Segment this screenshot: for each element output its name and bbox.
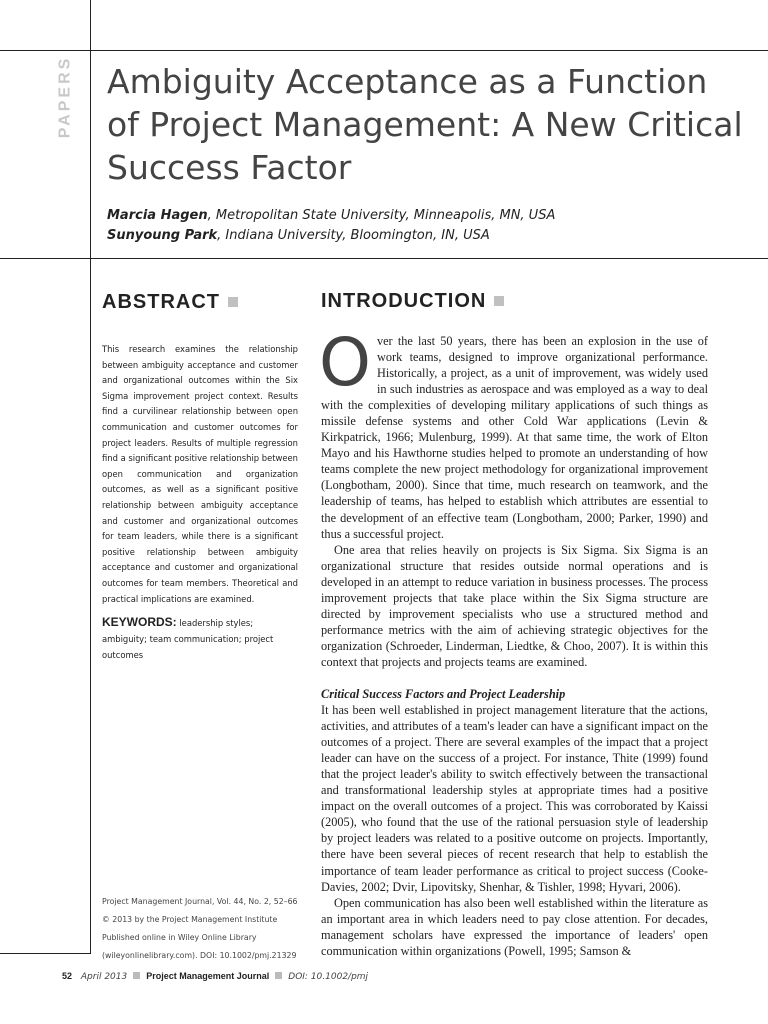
author-line [107, 226, 747, 246]
author-list [107, 206, 747, 246]
page-footer [62, 971, 742, 982]
keywords [102, 614, 298, 663]
author-line [107, 206, 747, 226]
paragraph: Open communication has also been well established within the literature as an important area in which leaders need to pay close attention. For decades, management scholars have expressed the importance of leaders' open communication within organizations (Powell, 1995; Samson & [321, 895, 708, 958]
abstract-left-rule [90, 258, 91, 953]
section-label: PAPERS [56, 55, 74, 139]
header-top-rule [0, 50, 768, 51]
page-number: 52 [62, 971, 73, 981]
author-name: Sunyoung Park [107, 228, 218, 243]
article-title: Ambiguity Acceptance as a Function of Project Management: A New Critical Success Factor [107, 62, 743, 187]
footer-square-icon [275, 972, 282, 979]
abstract-text: This research examines the relationship between ambiguity acceptance and customer and organizational outcomes within the Six Sigma improvement project context. Results find a curvilinear relationship between open communication and customer outcomes for project leaders. Results of multiple regression find a significant positive relationship between open communication and organization outcomes, as well as a significant positive relationship between ambiguity acceptance and customer and organizational outcomes for team leaders, while there is a significant positive relationship between ambiguity acceptance and customer and organizational outcomes for team members. Theoretical and practical implications are examined. [102, 344, 298, 604]
header-bottom-rule [0, 258, 768, 259]
header-vertical-rule [90, 50, 91, 258]
author-affiliation: , Indiana University, Bloomington, IN, USA [217, 228, 490, 243]
paragraph: Over the last 50 years, there has been an explosion in the use of work teams, designed to improve organizational performance. Historically, a project, as a unit of improvement, was widely used in such industries as aerospace and was employed as a way to deal with the complexities of developing military applications of such things as missile defense systems and other Cold War applications (Levin & Kirkpatrick, 1966; Mulenburg, 1999). At that same time, the work of Elton Mayo and his Hawthorne studies helped to promote an understanding of how teams complete the new project methodology for organizational improvement (Longbotham, 2000). Since that time, much research on teamwork, and the leadership of teams, has helped to establish which attributes are essential to the development of an effective team (Longbotham, 2000; Parker, 1990) and thus a successful project. [319, 324, 708, 541]
subheading: Critical Success Factors and Project Leadership [321, 686, 566, 701]
footer-doi: DOI: 10.1002/pmj [288, 972, 369, 982]
footer-date: April 2013 [80, 972, 128, 982]
introduction-body [319, 324, 708, 959]
publication-info: Project Management Journal, Vol. 44, No. 2, 52–66 © 2013 by the Project Management Institute Published online in Wiley Online Library (wileyonlinelibrary.com). DOI: 10.1002/pmj.21329 [102, 897, 298, 960]
paragraph: It has been well established in project management literature that the actions, activities, and attributes of a team's leader can have a significant impact on the outcomes of a project. There are several examples of the impact that a project leader can have on the success of a project. For instance, Thite (1999) found that the project leader's ability to switch effectively between the transactional and transformational leadership styles at appropriate times had a positive impact on the overall outcomes of a project. This was corroborated by Kaissi (2005), who found that the use of the rational persuasion style of leadership by project leaders was related to a positive outcome on projects. Importantly, there have been several pieces of recent research that help to establish the importance of team leader performance as critical to project success (Cooke-Davies, 2002; Dvir, Lipovitsky, Shenhar, & Tishler, 1998; Hyvari, 2006). [321, 703, 708, 894]
author-affiliation: , Metropolitan State University, Minneapolis, MN, USA [207, 208, 556, 223]
footer-journal: Project Management Journal [146, 971, 270, 981]
heading-square-icon [228, 297, 238, 307]
keywords-list: leadership styles; ambiguity; team communication; project outcomes [102, 618, 274, 660]
footer-square-icon [133, 972, 140, 979]
introduction-heading: INTRODUCTION [321, 290, 504, 313]
keywords-label: KEYWORDS: [102, 615, 177, 629]
paragraph: One area that relies heavily on projects is Six Sigma. Six Sigma is an organizational structure that resides outside normal operations and is developed in an attempt to reduce variation in business processes. The process improvement projects that take place within the Six Sigma structure are directed by improvement specialists who use a structured method and performance metrics with the aim of achieving strategic objectives for the organization (Schroeder, Linderman, Liedtke, & Choo, 2007). It is within this context that projects and projects teams are examined. [321, 542, 708, 669]
top-vertical-rule [90, 0, 91, 50]
footer-rule [0, 953, 91, 954]
heading-square-icon [494, 296, 504, 306]
drop-cap: O [319, 324, 371, 401]
abstract-heading: ABSTRACT [102, 291, 238, 314]
author-name: Marcia Hagen [107, 208, 208, 223]
